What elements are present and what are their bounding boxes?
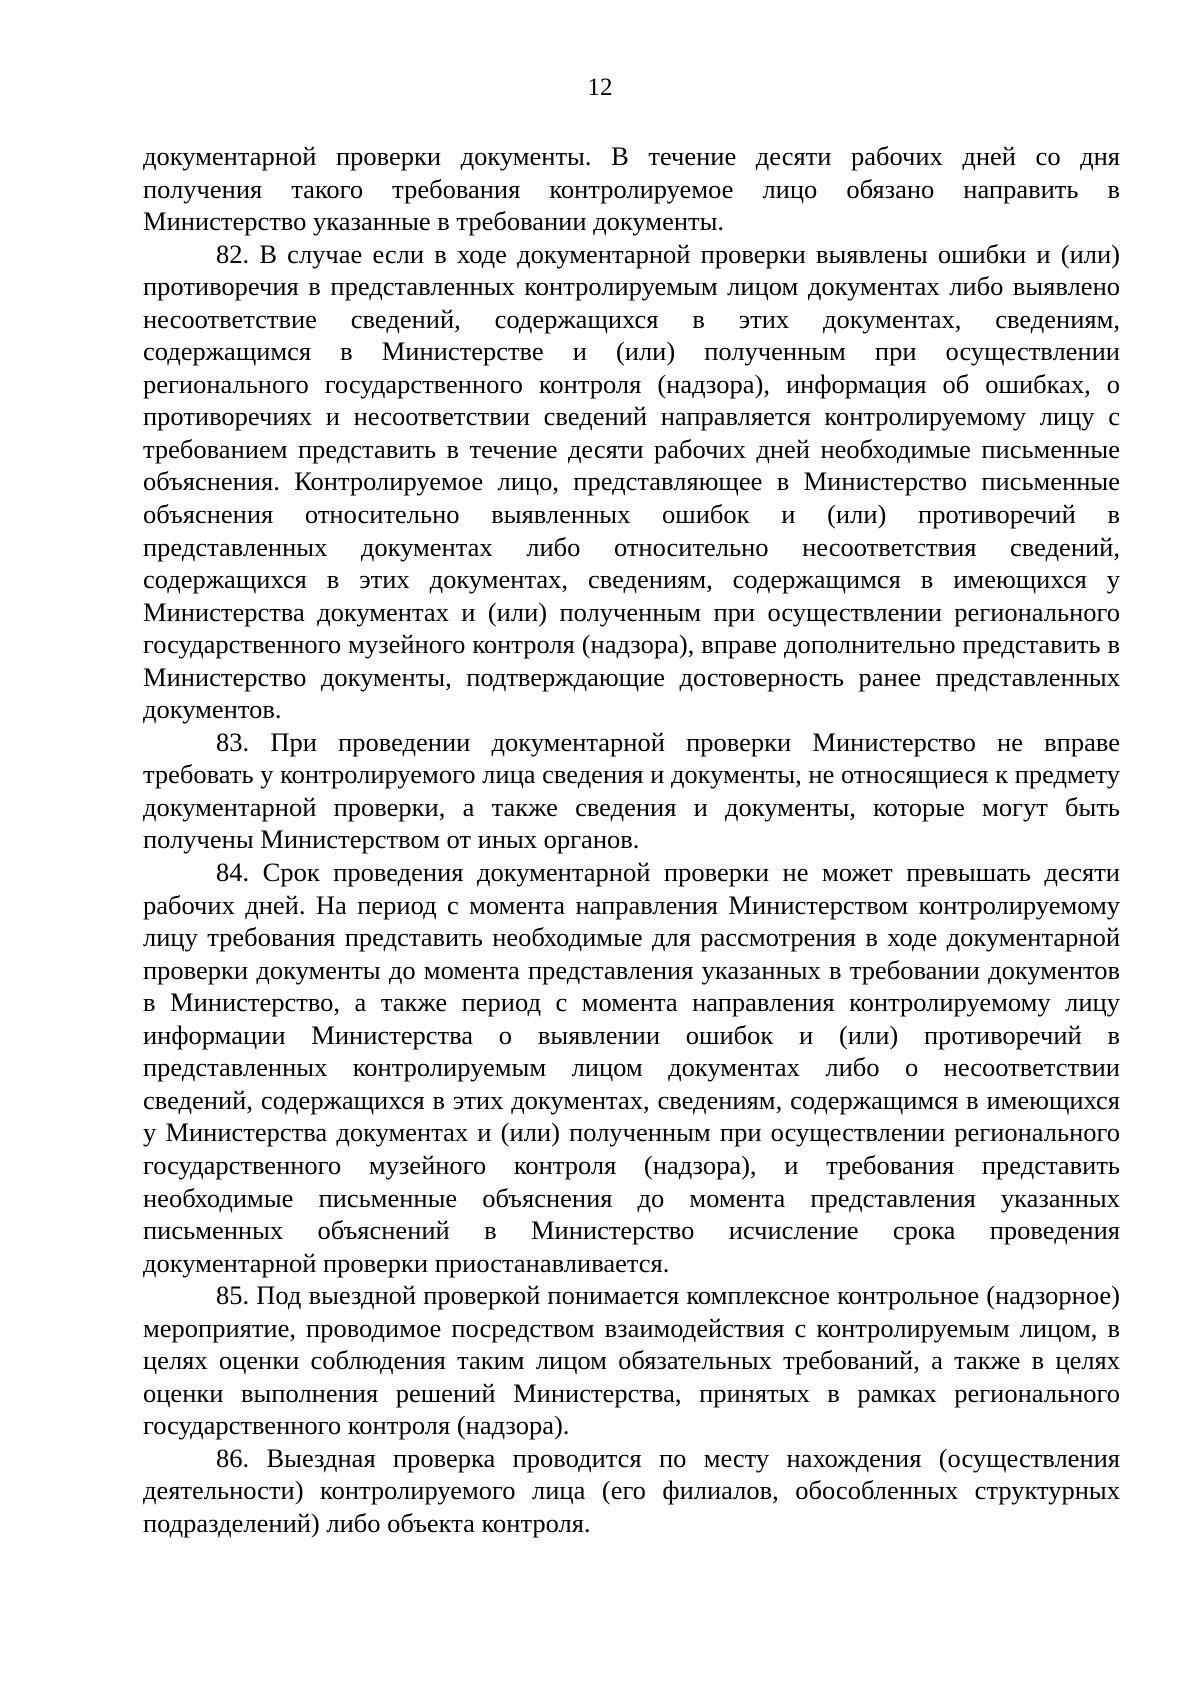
paragraph-86: 86. Выездная проверка проводится по месту нахождения (осуществления деятельности) контролируемого лица (его филиалов, обособленных структурных подразделений) либо объекта контроля.	[143, 1442, 1120, 1538]
paragraph-84: 84. Срок проведения документарной проверки не может превышать десяти рабочих дней. На период с момента направления Министерством контролируемому лицу требования представить необходимые для рассмотрения в ходе документарной проверки документы до момента представления указанных в требовании документов в Министерство, а также период с момента направления контролируемому лицу информации Министерства о выявлении ошибок и (или) противоречий в представленных контролируемым лицом документах либо о несоответствии сведений, содержащихся в этих документах, сведениям, содержащимся в имеющихся у Министерства документах и (или) полученным при осуществлении регионального государственного музейного контроля (надзора), и требования представить необходимые письменные объяснения до момента представления указанных письменных объяснений в Министерство исчисление срока проведения документарной проверки приостанавливается.	[143, 857, 1120, 1278]
document-body	[143, 140, 1120, 1540]
paragraph-83: 83. При проведении документарной проверки Министерство не вправе требовать у контролируемого лица сведения и документы, не относящиеся к предмету документарной проверки, а также сведения и документы, которые могут быть получены Министерством от иных органов.	[143, 726, 1120, 855]
page-number: 12	[587, 74, 613, 101]
paragraph-continuation: документарной проверки документы. В течение десяти рабочих дней со дня получения такого требования контролируемое лицо обязано направить в Министерство указанные в требовании документы.	[143, 141, 1120, 237]
paragraph-82: 82. В случае если в ходе документарной проверки выявлены ошибки и (или) противоречия в представленных контролируемым лицом документах либо выявлено несоответствие сведений, содержащихся в этих документах, сведениям, содержащимся в Министерстве и (или) полученным при осуществлении регионального государственного контроля (надзора), информация об ошибках, о противоречиях и несоответствии сведений направляется контролируемому лицу с требованием представить в течение десяти рабочих дней необходимые письменные объяснения. Контролируемое лицо, представляющее в Министерство письменные объяснения относительно выявленных ошибок и (или) противоречий в представленных документах либо относительно несоответствия сведений, содержащихся в этих документах, сведениям, содержащимся в имеющихся у Министерства документах и (или) полученным при осуществлении регионального государственного музейного контроля (надзора), вправе дополнительно представить в Министерство документы, подтверждающие достоверность ранее представленных документов.	[143, 238, 1120, 725]
paragraph-85: 85. Под выездной проверкой понимается комплексное контрольное (надзорное) мероприятие, проводимое посредством взаимодействия с контролируемым лицом, в целях оценки соблюдения таким лицом обязательных требований, а также в целях оценки выполнения решений Министерства, принятых в рамках регионального государственного контроля (надзора).	[143, 1280, 1120, 1441]
